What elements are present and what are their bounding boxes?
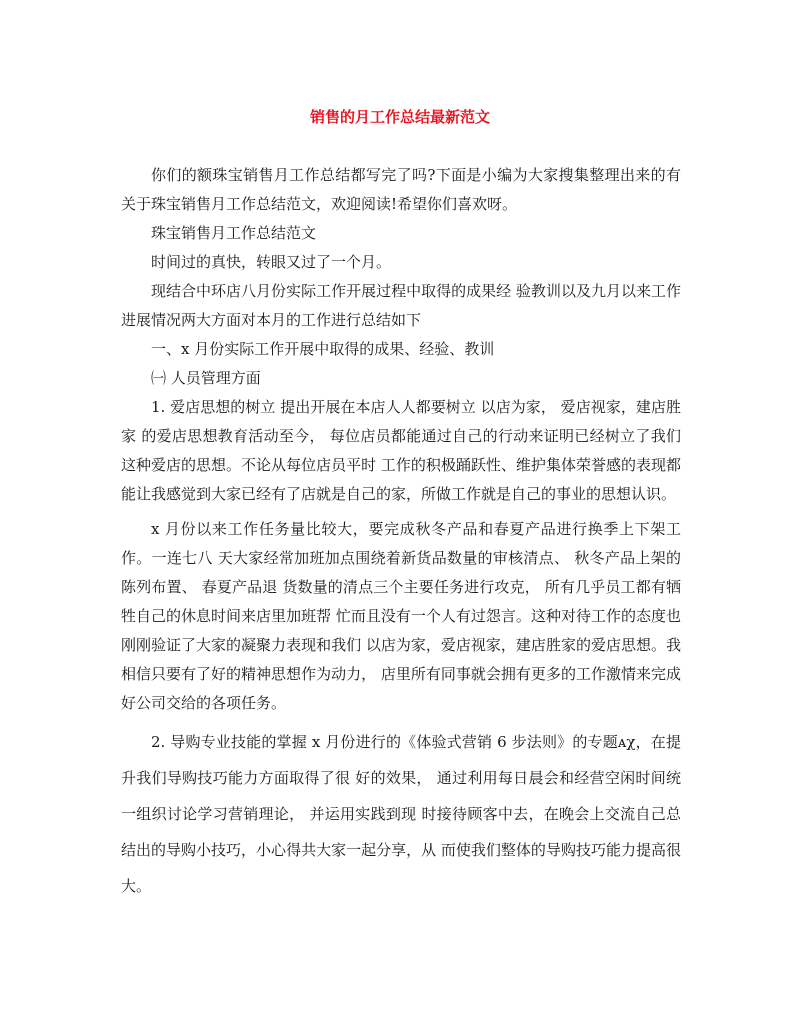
document-title: 销售的月工作总结最新范文 bbox=[309, 108, 490, 126]
point-2-paragraph: 2. 导购专业技能的掌握 x 月份进行的《体验式营销 6 步法则》的专题ᴀχ，在提升我们导购技巧能力方面取得了很 好的效果， 通过利用每日晨会和经营空闲时间统一组织讨论学习营销理论， 并运用实践到现 时接待顾客中去，在晚会上交流自己总结出的导购小技巧，小心得共大家一起分享，从 而使我们整体的导购技巧能力提高很大。 bbox=[121, 733, 681, 895]
workload-paragraph: x 月份以来工作任务量比较大，要完成秋冬产品和春夏产品进行换季上下架工作。一连七八 天大家经常加班加点围绕着新货品数量的审核清点、 秋冬产品上架的陈列布置、 春夏产品退 货数量的清点三个主要任务进行攻克， 所有几乎员工都有牺牲自己的休息时间来店里加班帮 忙而且没有一个人有过怨言。这种对待工作的态度也刚刚验证了大家的凝聚力表现和我们 以店为家，爱店视家，建店胜家的爱店思想。我相信只要有了好的精神思想作为动力， 店里所有同事就会拥有更多的工作激情来完成好公司交给的各项任务。 bbox=[121, 520, 681, 712]
opening-paragraph: 时间过的真快，转眼又过了一个月。 bbox=[151, 253, 392, 271]
section-heading: 一、x 月份实际工作开展中取得的成果、经验、教训 bbox=[151, 340, 495, 358]
subsection-heading: ㈠ 人员管理方面 bbox=[151, 369, 261, 387]
intro-paragraph: 你们的额珠宝销售月工作总结都写完了吗?下面是小编为大家搜集整理出来的有关于珠宝销售月工作总结范文，欢迎阅读!希望你们喜欢呀。 bbox=[121, 166, 681, 213]
subtitle-paragraph: 珠宝销售月工作总结范文 bbox=[151, 224, 317, 242]
point-1-paragraph: 1. 爱店思想的树立 提出开展在本店人人都要树立 以店为家， 爱店视家，建店胜家 的爱店思想教育活动至今， 每位店员都能通过自己的行动来证明已经树立了我们这种爱店的思想。不论从每位店员平时 工作的积极踊跃性、维护集体荣誉感的表现都能让我感觉到大家已经有了店就是自己的家，所做工作就是自己的事业的思想认识。 bbox=[121, 398, 681, 503]
document-body bbox=[121, 161, 681, 904]
overview-paragraph: 现结合中环店八月份实际工作开展过程中取得的成果经 验教训以及九月以来工作进展情况两大方面对本月的工作进行总结如下 bbox=[121, 282, 681, 329]
